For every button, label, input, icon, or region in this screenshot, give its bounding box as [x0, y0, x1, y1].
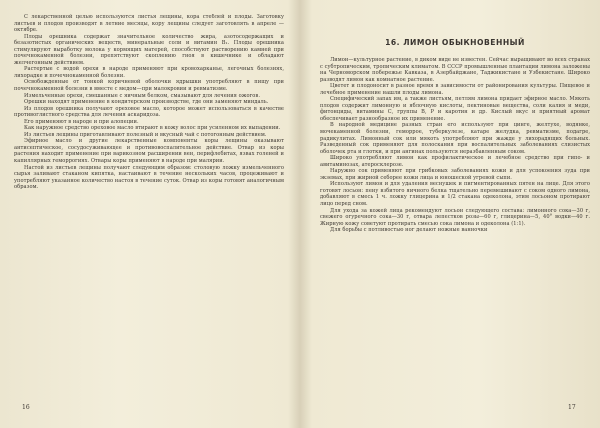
paragraph: Плоды орешника содержат значительное количество жира, азотосодержащих и безазотистых органических веществ, минеральные соли и витамин В₁. Плоды орешника стимулируют выработку молока у кормящих матерей, способствуют растворению камней при почечнокаменной болезни, препятствуют скоплению гноя в кишечнике и обладают желчегонным действием.	[14, 33, 284, 66]
paragraph: С лекарственной целью используются листья лещины, кора стеблей и плоды. Заготовку листьев и плодов производят в летние месяцы, кору лещины следует заготовлять в апреле —октябре.	[14, 14, 284, 34]
paragraph: Цветет и плодоносит в разное время в зависимости от районирования культуры. Пищевое и лечебное применение нашли плоды лимона.	[320, 83, 590, 96]
paragraph: Растертые с водой орехи в народе применяют при кровохарканье, легочных болезнях, лихорадке и почечнокаменной болезни.	[14, 66, 284, 79]
page-number-right: 17	[568, 404, 576, 411]
paragraph: Лимон—культурное растение, в диком виде не известен. Сейчас выращивают во всех странах с субтропическим, тропическим климатом. В СССР промышленные плантации лимона заложены на Черноморском побережье Кавказа, в Азербайджане, Таджикистане и Узбекистане. Широко разводят лимон как комнатное растение.	[320, 57, 590, 83]
chapter-heading: 16. ЛИМОН ОБЫКНОВЕННЫЙ	[385, 38, 525, 47]
right-page	[320, 14, 590, 419]
left-page	[14, 14, 284, 419]
paragraph: Орешки находят применение в кондитерском производстве, где они заменяют миндаль.	[24, 99, 269, 106]
paragraph: Для ухода за кожей лица рекомендуют лосьон следующего состава: лимонного сока—30 г, свежего огуречного сока—30 г, отвара лепестков розы—60 г, глицерина—5, 40° водки—40 г. Жирную кожу советуют протирать смесью сока лимона и одеколона (1:1).	[320, 207, 590, 227]
paragraph: Его применяют в народе и при алопеции.	[24, 118, 139, 125]
paragraph: Освобожденные от тонкой коричневой оболочки ядрышки употребляют в пищу при почечнокаменной болезни в вместе с медом—при малокровии и ревматизме.	[14, 79, 284, 93]
paragraph: Измельченные орехи, смешанные с яичным белком, смазывают для лечения ожогов.	[24, 92, 260, 99]
paragraph: Для борьбы с потливостью ног делают ножные ванночки	[330, 227, 488, 234]
paragraph: Настой из листьев лещины получают следующим образом: столовую ложку измельченного сырья заливают стаканом кипятка, настаивают в течение нескольких часов, процеживают и употребляют указанное количество настоя в течение суток. Отвар из коры готовят аналогичным образом.	[14, 164, 284, 191]
paragraph: Из листьев лещины приготавливают полезный и вкусный чай с потогонным действием.	[24, 131, 267, 138]
paragraph: Используют лимон и для удаления веснушек и пигментированных пятен на лице. Для этого готовят лосьон: пену взбитого яичного белка тщательно перемешивают с соком одного лимона, добавляют в смесь 1 ч. ложку глицерина и 1/2 стакана одеколона, этим лосьоном протирают лицо перед сном.	[320, 181, 590, 208]
paragraph: Как наружное средство ореховое масло втирают в кожу волос при усиленном их выпадении.	[24, 125, 281, 132]
paragraph: Специфический запах им, а также листьям, петлям лимона придает эфирное масло. Мякоть плодов содержит лимонную и яблочную кислоты, пектиновые вещества, соли калия и меди, фитонциды, витамины С, группы В, Р и каротин и др. Кислый вкус и приятный аромат обеспечивает разнообразное их применение.	[320, 96, 590, 122]
paragraph: Наружно сок применяют при грибковых заболеваниях кожи и для успокоения зуда при экземах, при жирной себорее кожи лица и юношеской угревой сыпи.	[320, 168, 590, 181]
page-number-left: 16	[22, 404, 30, 411]
paragraph: Широко употребляют лимон как профилактическое и лечебное средство при гипо- и авитаминозах, атеросклерозе.	[320, 155, 590, 168]
paragraph: В народной медицине разных стран его используют при цинге, желтухе, водянке, мочекаменной болезни, геморрое, туберкулезе, катаре желудка, ревматизме, подагре, радикулитах. Лимонный сок или мякоть употребляют при жажде у лихорадящих больных. Разведенный сок применяют для полоскания при воспалительных заболеваниях слизистых оболочек рта и глотки, и при ангинах пользуются неразбавленным соком.	[320, 122, 590, 155]
paragraph: Из плодов орешника получают ореховое масло, которое может использоваться в качестве противоглистного средства для лечения аскаридоза.	[14, 105, 284, 119]
paragraph: Эфирное масло и другие лекарственные компоненты коры лещины оказывают антисептическое, сосудосуживающее и противовоспалительное действие. Отвар из коры растения находит применение при варикозном расширении вен, перифлебитах, язвах голеней и капиллярных геморрогиях. Отвары коры применяют в народе при малярии.	[14, 138, 284, 165]
